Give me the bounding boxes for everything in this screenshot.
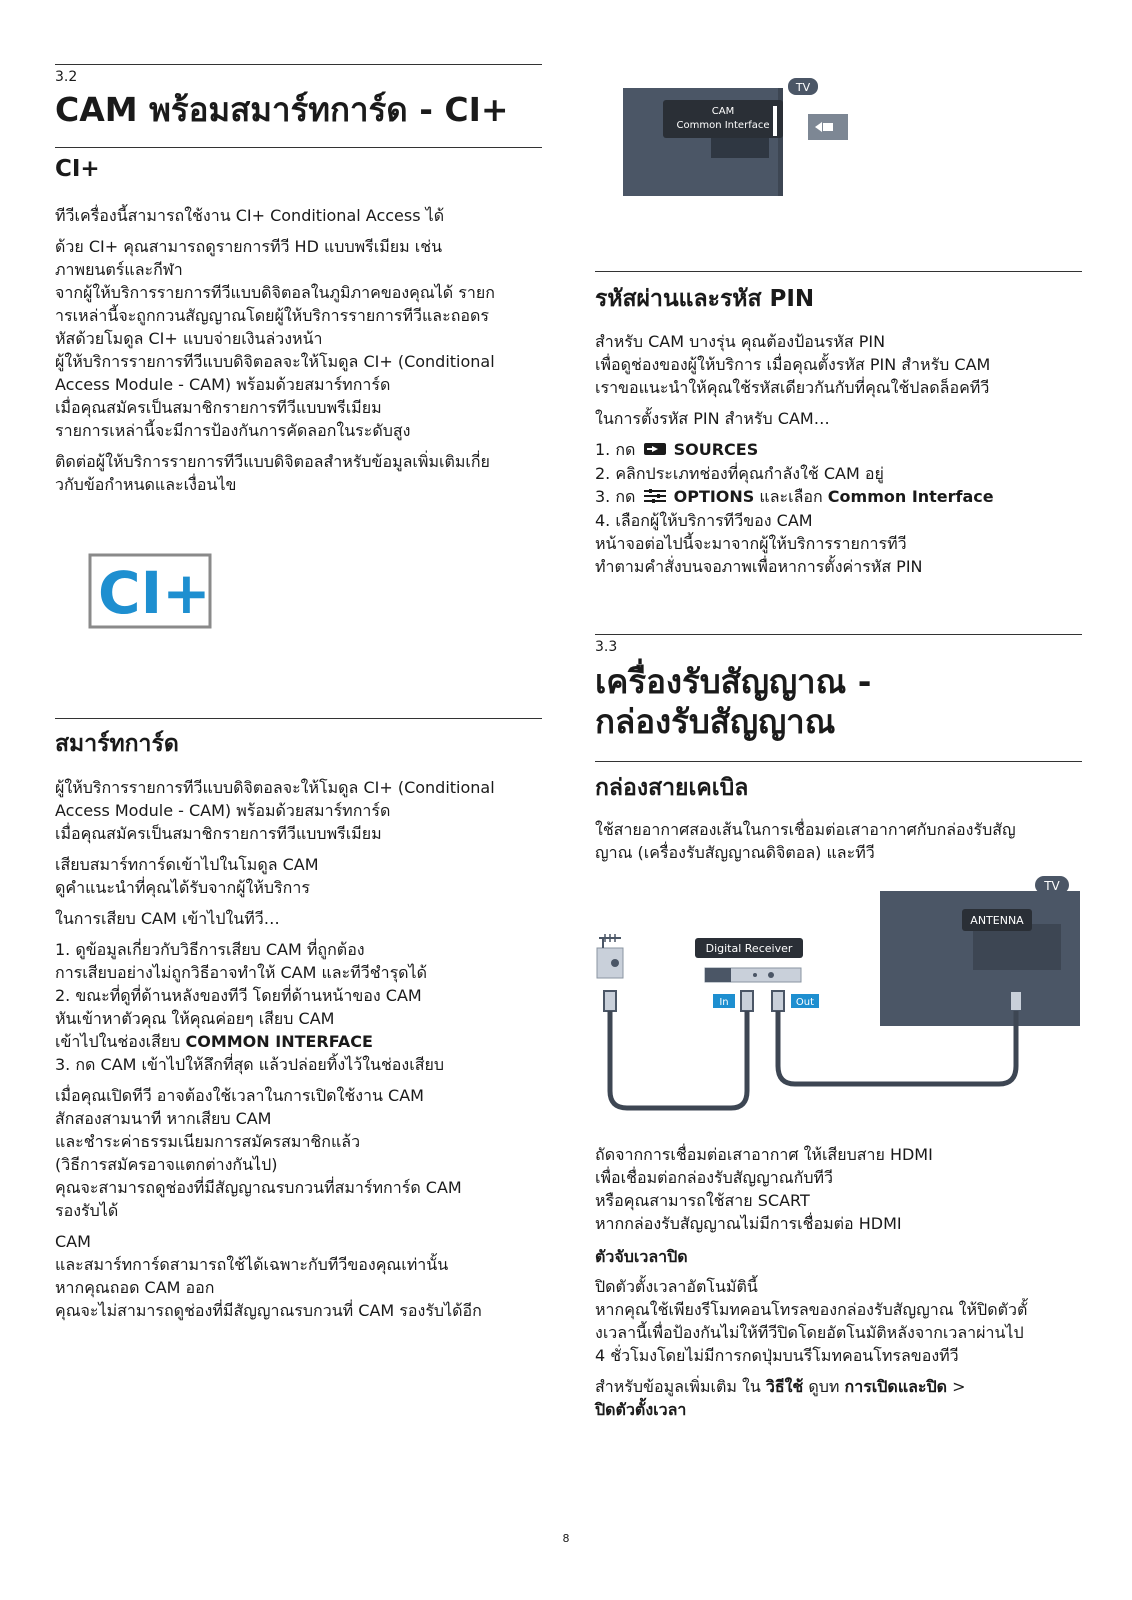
pin-steps-list: [595, 438, 1082, 578]
text-span: สำหรับข้อมูลเพิ่มเติม ใน: [595, 1377, 766, 1396]
text-span: 1. กด: [595, 440, 641, 459]
ci-plus-logo: [88, 553, 212, 633]
receiver-diagram: [595, 876, 1082, 1140]
text-line: [595, 1375, 1082, 1398]
text-line: หากคุณถอด CAM ออก: [55, 1278, 215, 1297]
subsection-divider: [55, 718, 542, 719]
list-item: 4. เลือกผู้ให้บริการทีวีของ CAM: [595, 511, 813, 530]
section-divider: [55, 64, 542, 65]
list-item: 2. ขณะที่ดูที่ด้านหลังของทีวี โดยที่ด้านหน้าของ CAM: [55, 986, 422, 1005]
text-line: เราขอแนะนำให้คุณใช้รหัสเดียวกันกับที่คุณใช้ปลดล็อคทีวี: [595, 378, 990, 397]
text-line: คุณจะไม่สามารถดูช่องที่มีสัญญาณรบกวนที่ CAM รองรับได้อีก: [55, 1301, 482, 1320]
text-line: เพื่อเชื่อมต่อกล่องรับสัญญาณกับทีวี: [595, 1168, 834, 1187]
text-line: ด้วย CI+ คุณสามารถดูรายการทีวี HD แบบพรีเมียม เช่น: [55, 237, 443, 256]
section-title: CAM พร้อมสมาร์ทการ์ด - CI+: [55, 90, 509, 129]
text-line: ทำตามคำสั่งบนจอภาพเพื่อหาการตั้งค่ารหัส PIN: [595, 557, 923, 576]
text-line: หรือคุณสามารถใช้สาย SCART: [595, 1191, 810, 1210]
options-label: OPTIONS: [673, 487, 755, 506]
text-line: หากคุณใช้เพียงรีโมทคอนโทรลของกล่องรับสัญญาณ ให้ปิดตัวตั้: [595, 1300, 1028, 1319]
text-line: เมื่อคุณสมัครเป็นสมาชิกรายการทีวีแบบพรีเมียม: [55, 824, 382, 843]
text-span: เข้าไปในช่องเสียบ: [55, 1032, 186, 1051]
receiver-label: Digital Receiver: [705, 942, 793, 955]
list-item: [595, 485, 1082, 509]
list-item: 1. ดูข้อมูลเกี่ยวกับวิธีการเสียบ CAM ที่ถูกต้อง: [55, 940, 365, 959]
text-line: หากกล่องรับสัญญาณไม่มีการเชื่อมต่อ HDMI: [595, 1214, 902, 1233]
pin-paragraph: [595, 330, 1082, 399]
text-line: เสียบสมาร์ทการ์ดเข้าไปในโมดูล CAM: [55, 855, 319, 874]
smartcard-paragraph: [55, 776, 542, 845]
sources-label: SOURCES: [673, 440, 759, 459]
tv-badge-text: TV: [795, 81, 811, 94]
ci-heading: CI+: [55, 156, 100, 182]
list-item: หันเข้าหาตัวคุณ ให้คุณค่อยๆ เสียบ CAM: [55, 1009, 335, 1028]
section-title-line: กล่องรับสัญญาณ: [595, 702, 836, 741]
tv-badge-text: TV: [1044, 879, 1060, 893]
page-number: 8: [562, 1532, 570, 1545]
pin-paragraph: ในการตั้งรหัส PIN สำหรับ CAM…: [595, 409, 830, 428]
text-line: งเวลานี้เพื่อป้องกันไม่ให้ทีวีปิดโดยอัตโนมัติหลังจากเวลาผ่านไป: [595, 1323, 1024, 1342]
more-info-paragraph: [595, 1375, 1082, 1421]
chapter-reference: การเปิดและปิด: [844, 1377, 948, 1396]
section-number: 3.2: [55, 69, 78, 85]
text-line: หน้าจอต่อไปนี้จะมาจากผู้ให้บริการรายการทีวี: [595, 534, 907, 553]
text-span: ดูบท: [803, 1377, 845, 1396]
smartcard-paragraph: [55, 1230, 542, 1322]
text-line: ารเหล่านี้จะถูกกวนสัญญาณโดยผู้ให้บริการรายการทีวีและถอดร: [55, 306, 489, 325]
text-line: เพื่อดูช่องของผู้ให้บริการ เมื่อคุณตั้งรหัส PIN สำหรับ CAM: [595, 355, 991, 374]
text-line: ญาณ (เครื่องรับสัญญาณดิจิตอล) และทีวี: [595, 843, 875, 862]
text-line: ติดต่อผู้ให้บริการรายการทีวีแบบดิจิตอลสำหรับข้อมูลเพิ่มเติมเกี่ย: [55, 452, 490, 471]
list-item: 2. คลิกประเภทช่องที่คุณกำลังใช้ CAM อยู่: [595, 464, 884, 483]
text-line: ปิดตัวตั้งเวลาอัตโนมัตินี้: [595, 1277, 758, 1296]
antenna-cable-in: [610, 1011, 747, 1108]
section-divider: [595, 634, 1082, 635]
ci-plus-logo-text: CI+: [98, 559, 211, 627]
text-line: คุณจะสามารถดูช่องที่มีสัญญาณรบกวนที่สมาร์ทการ์ด CAM: [55, 1178, 462, 1197]
text-line: ผู้ให้บริการรายการทีวีแบบดิจิตอลจะให้โมดูล CI+ (Conditional: [55, 352, 495, 371]
common-interface-label: Common Interface: [827, 487, 994, 506]
text-span: และเลือก: [754, 487, 828, 506]
text-line: วกับข้อกำหนดและเงื่อนไข: [55, 475, 237, 494]
text-line: Access Module - CAM) พร้อมด้วยสมาร์ทการ์ด: [55, 375, 391, 394]
text-line: ดูคำแนะนำที่คุณได้รับจากผู้ให้บริการ: [55, 878, 310, 897]
text-line: ใช้สายอากาศสองเส้นในการเชื่อมต่อเสาอากาศกับกล่องรับสัญ: [595, 820, 1016, 839]
text-line: และสมาร์ทการ์ดสามารถใช้ได้เฉพาะกับทีวีของคุณเท่านั้น: [55, 1255, 449, 1274]
chapter-reference: ปิดตัวตั้งเวลา: [595, 1400, 687, 1419]
sources-icon: [644, 439, 666, 462]
list-item: [595, 438, 1082, 462]
list-item: 3. กด CAM เข้าไปให้ลึกที่สุด แล้วปล่อยทิ้งไว้ในช่องเสียบ: [55, 1055, 444, 1074]
antenna-wall-socket-icon: [597, 934, 623, 978]
section-number: 3.3: [595, 639, 618, 655]
pin-heading: รหัสผ่านและรหัส PIN: [595, 286, 815, 312]
options-icon: [644, 486, 666, 509]
off-timer-paragraph: [595, 1275, 1082, 1367]
help-reference: วิธีใช้: [765, 1377, 804, 1396]
list-item: [55, 1030, 542, 1053]
pin-body: [595, 330, 1082, 578]
smartcard-body: [55, 776, 542, 1322]
text-line: และชำระค่าธรรมเนียมการสมัครสมาชิกแล้ว: [55, 1132, 361, 1151]
subsection-divider: [595, 271, 1082, 272]
cam-label-line1: CAM: [711, 106, 735, 117]
text-span: 3. กด: [595, 487, 641, 506]
text-line: CAM: [55, 1232, 91, 1251]
ci-body: [55, 204, 542, 496]
text-line: ภาพยนตร์และกีฬา: [55, 260, 183, 279]
smartcard-heading: สมาร์ทการ์ด: [55, 731, 179, 757]
common-interface-label: COMMON INTERFACE: [185, 1032, 373, 1051]
in-label: In: [719, 997, 729, 1008]
cable-body-2: [595, 1143, 1082, 1235]
text-line: สักสองสามนาที หากเสียบ CAM: [55, 1109, 272, 1128]
ci-paragraph: [55, 235, 542, 442]
text-line: Access Module - CAM) พร้อมด้วยสมาร์ทการ์ด: [55, 801, 391, 820]
list-item: การเสียบอย่างไม่ถูกวิธีอาจทำให้ CAM และทีวีชำรุดได้: [55, 963, 427, 982]
smartcard-paragraph: ในการเสียบ CAM เข้าไปในทีวี…: [55, 909, 280, 928]
off-timer-body: [595, 1275, 1082, 1421]
text-line: จากผู้ให้บริการรายการทีวีแบบดิจิตอลในภูมิภาคของคุณได้ รายก: [55, 283, 495, 302]
text-line: เมื่อคุณเปิดทีวี อาจต้องใช้เวลาในการเปิดใช้งาน CAM: [55, 1086, 424, 1105]
text-line: สำหรับ CAM บางรุ่น คุณต้องป้อนรหัส PIN: [595, 332, 886, 351]
cable-box-heading: กล่องสายเคเบิล: [595, 775, 749, 801]
cam-label-line2: Common Interface: [676, 120, 770, 131]
section-title: [595, 662, 871, 742]
ci-paragraph: [55, 450, 542, 496]
out-label: Out: [795, 997, 815, 1008]
text-span: >: [947, 1377, 966, 1396]
text-line: ผู้ให้บริการรายการทีวีแบบดิจิตอลจะให้โมดูล CI+ (Conditional: [55, 778, 495, 797]
smartcard-paragraph: [55, 853, 542, 899]
ci-paragraph: ทีวีเครื่องนี้สามารถใช้งาน CI+ Conditional Access ได้: [55, 206, 445, 225]
antenna-label: ANTENNA: [970, 914, 1024, 927]
subsection-divider: [55, 147, 542, 148]
subsection-divider: [595, 761, 1082, 762]
text-line: รองรับได้: [55, 1201, 119, 1220]
section-title-line: เครื่องรับสัญญาณ -: [595, 662, 872, 701]
text-line: 4 ชั่วโมงโดยไม่มีการกดปุ่มบนรีโมทคอนโทรลของทีวี: [595, 1346, 959, 1365]
cam-illustration: [623, 78, 853, 202]
text-line: (วิธีการสมัครอาจแตกต่างกันไป): [55, 1155, 278, 1174]
text-line: หัสด้วยโมดูล CI+ แบบจ่ายเงินล่วงหน้า: [55, 329, 323, 348]
text-line: ถัดจากการเชื่อมต่อเสาอากาศ ให้เสียบสาย HDMI: [595, 1145, 933, 1164]
text-line: รายการเหล่านี้จะมีการป้องกันการคัดลอกในระดับสูง: [55, 421, 411, 440]
cable-body: [595, 818, 1082, 864]
off-timer-heading: ตัวจับเวลาปิด: [595, 1247, 688, 1266]
text-line: เมื่อคุณสมัครเป็นสมาชิกรายการทีวีแบบพรีเมียม: [55, 398, 382, 417]
smartcard-paragraph: [55, 1084, 542, 1222]
insert-steps-list: [55, 938, 542, 1076]
